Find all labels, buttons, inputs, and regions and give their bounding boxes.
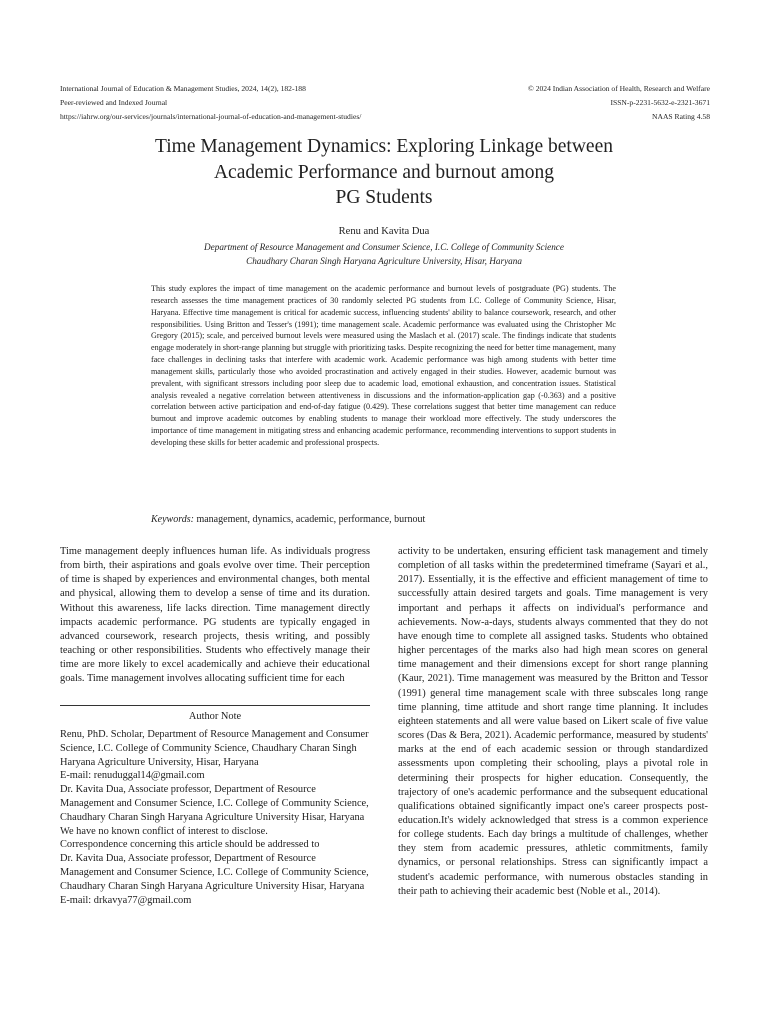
journal-review-status: Peer-reviewed and Indexed Journal — [60, 98, 168, 107]
author-note-email[interactable]: E-mail: renuduggal14@gmail.com — [60, 770, 205, 782]
issn-line: ISSN-p-2231-5632-e-2321-3671 — [610, 98, 710, 107]
title-line: PG Students — [335, 187, 433, 208]
keywords-label: Keywords: — [151, 514, 194, 525]
author-note-line: We have no known conflict of interest to disclose. — [60, 825, 268, 837]
author-note-line: Dr. Kavita Dua, Associate professor, Department of Resource Management and Consumer Science, I.C. College of Community Science, Chaudhary Charan Singh Haryana Agriculture University Hisar, Haryana — [60, 784, 369, 823]
journal-header-left — [60, 82, 361, 124]
author-note-line: Renu, PhD. Scholar, Department of Resource Management and Consumer Science, I.C. College of Community Science, Chaudhary Charan Singh Haryana Agriculture University, Hisar, Haryana — [60, 729, 369, 768]
author-affiliation — [0, 240, 768, 268]
copyright-line: © 2024 Indian Association of Health, Research and Welfare — [528, 84, 710, 93]
author-note-email[interactable]: E-mail: drkavya77@gmail.com — [60, 894, 192, 906]
affiliation-line: Department of Resource Management and Consumer Science, I.C. College of Community Science — [204, 242, 564, 252]
keywords-line — [151, 514, 621, 525]
author-note-line: Dr. Kavita Dua, Associate professor, Department of Resource Management and Consumer Science, I.C. College of Community Science, Chaudhary Charan Singh Haryana Agriculture University Hisar, Haryana — [60, 853, 369, 892]
author-note-line: Correspondence concerning this article should be addressed to — [60, 839, 320, 851]
journal-header-right — [528, 82, 710, 124]
author-note-divider — [60, 705, 370, 706]
abstract-text: This study explores the impact of time management on the academic performance and burnout levels of postgraduate (PG) students. The research assesses the time management practices of 30 randomly selected PG students from I.C. College of Community Science, Hisar, Haryana. Effective time management is critical for academic success, influencing students' ability to balance coursework, research, and other responsibilities. Using Britton and Tesser's (1991); time management scale. Academic performance was evaluated using the Christopher Mc Gregory (2015); scale, and perceived burnout levels were measured using the Maslach et al. (2017) scale. The findings indicate that students engage moderately in short-range planning but struggle with prioritizing tasks. Despite recognizing the need for better time management, many face challenges in declining tasks that interfere with academic work. Academic performance was high among students with better time management skills, particularly those who avoided procrastination and actively engaged in their studies. However, academic burnout was prevalent, with significant stressors including poor sleep due to academic load, emotional exhaustion, and concentration issues. Statistical analysis revealed a negative correlation between attentiveness in discussions and the information-application gap (-0.363) and a positive correlation between active participation and end-of-day fatigue (0.429). These correlations suggest that better time management can reduce burnout and improve academic outcomes by enabling students to manage their workload more effectively. The study underscores the importance of time management in mitigating stress and enhancing academic performance, recommending interventions to support students in developing these skills for better academic and professional prospects. — [151, 284, 616, 447]
author-note-title: Author Note — [188, 711, 242, 722]
body-left-column: Time management deeply influences human life. As individuals progress from birth, their aspirations and goals evolve over time. Their perception of time is shaped by experiences and environmental changes, both mental and physical, allowing them to develop a sense of time and its duration. Without this awareness, life lacks direction. Time management directly impacts academic performance. PG students are typically engaged in advanced coursework, research projects, thesis writing, and possibly teaching or other responsibilities. Students who effectively manage their time are more likely to excel academically and achieve their educational goals. Time management involves allocating sufficient time for each — [60, 546, 370, 685]
body-right-column: activity to be undertaken, ensuring efficient task management and timely completion of all tasks within the predetermined timeframe (Sayari et al., 2017). Essentially, it is the effective and efficient management of time to successfully attain desired targets and goals. Time management is very important and perhaps it affects on individual's performance and achievements. Now-a-days, students always commented that they do not have enough time to complete all assigned tasks. Students who obtained higher percentages of the marks also had high mean scores on general time management and their dimensions except for short range planning (Kaur, 2021). Time management was measured by the Britton and Tessor (1991) general time management scale with three subscales long range time planning, time attitude and short range time planning. It includes eighteen statements and all were value based on Likert scale of five value scores (Das & Bera, 2021). Academic performance, measured by students' marks at the end of each academic session or through standardized assessments upon completing their schooling, plays a pivotal role in determining their prospects for higher education. Consequently, the trajectory of one's academic performance and the subsequent educational qualifications obtained significantly impact one's career prospects post-education.It's widely acknowledged that stress is a common experience for college students. Each day brings a multitude of challenges, whether they stem from academic pressures, athletic commitments, family dynamics, or personal relationships. Stress can significantly impact a student's academic performance, with numerous obstacles standing in their path to achieving their academic best (Noble et al., 2014). — [398, 546, 708, 897]
affiliation-line: Chaudhary Charan Singh Haryana Agriculture University, Hisar, Haryana — [246, 256, 522, 266]
keywords-list: management, dynamics, academic, performance, burnout — [193, 514, 426, 525]
article-title — [80, 134, 688, 211]
journal-url-link[interactable]: https://iahrw.org/our-services/journals/international-journal-of-education-and-management-studies/ — [60, 112, 362, 121]
title-line: Time Management Dynamics: Exploring Linkage between — [155, 136, 613, 157]
naas-rating: NAAS Rating 4.58 — [651, 112, 710, 121]
author-note-body — [60, 728, 370, 907]
author-names: Renu and Kavita Dua — [338, 226, 430, 237]
journal-citation: International Journal of Education & Management Studies, 2024, 14(2), 182-188 — [60, 84, 306, 93]
title-line: Academic Performance and burnout among — [213, 161, 555, 183]
